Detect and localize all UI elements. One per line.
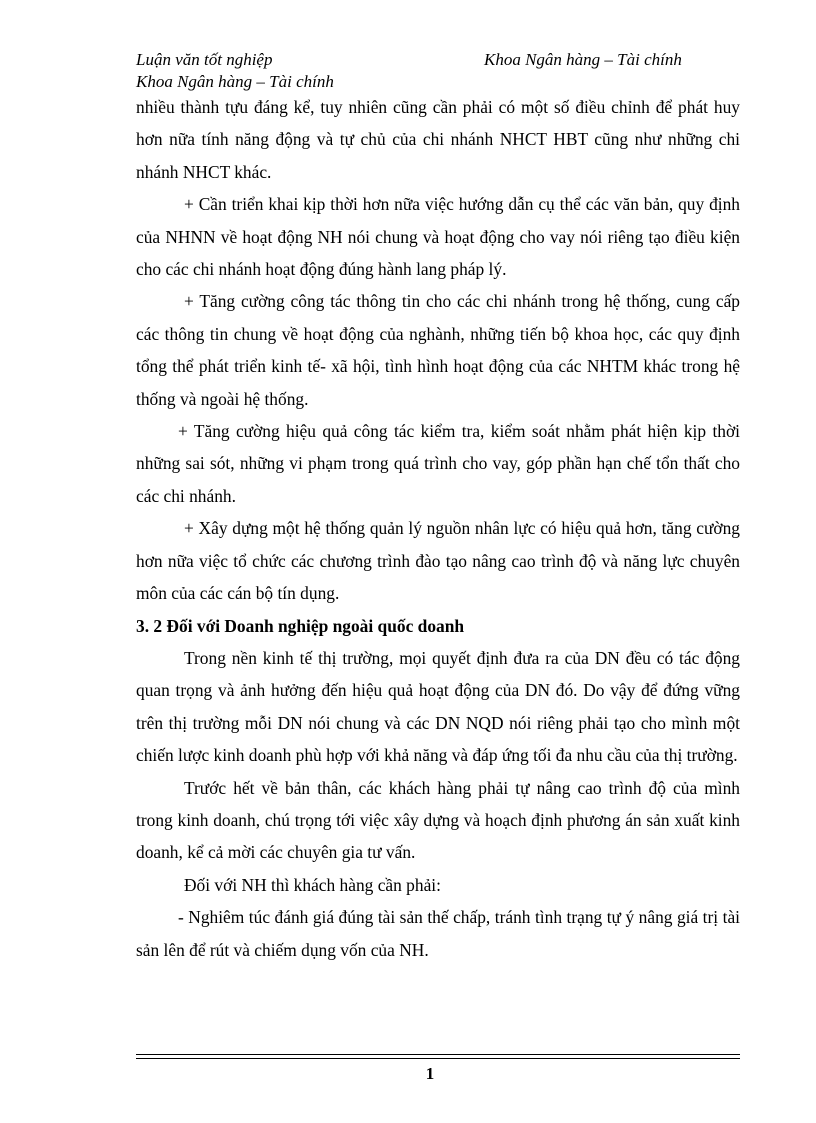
paragraph-information: + Tăng cường công tác thông tin cho các chi nhánh trong hệ thống, cung cấp các thông tin chung về hoạt động của nghành, những tiến bộ khoa học, các quy định tổng thể phát triển kinh tế- xã hội, tình hình hoạt động của các NHTM khác trong hệ thống và ngoài hệ thống. xyxy=(136,291,740,409)
paragraph-self-improvement: Trước hết về bản thân, các khách hàng phải tự nâng cao trình độ của mình trong kinh doanh, chú trọng tới việc xây dựng và hoạch định phương án sản xuất kinh doanh, kể cả mời các chuyên gia tư vấn. xyxy=(136,777,740,863)
footer-rule xyxy=(136,1054,740,1055)
header-faculty-right: Khoa Ngân hàng – Tài chính xyxy=(484,50,682,69)
paragraph-human-resources: + Xây dựng một hệ thống quản lý nguồn nhân lực có hiệu quả hơn, tăng cường hơn nữa việc tổ chức các chương trình đào tạo nâng cao trình độ và năng lực chuyên môn của các cán bộ tín dụng. xyxy=(136,518,740,604)
paragraph-collateral: - Nghiêm túc đánh giá đúng tài sản thế chấp, tránh tình trạng tự ý nâng giá trị tài sản lên để rút và chiếm dụng vốn của NH. xyxy=(136,907,740,960)
page-number: 1 xyxy=(425,1064,435,1083)
header-thesis-title: Luận văn tốt nghiệp xyxy=(136,50,273,69)
footer-rule-secondary xyxy=(136,1058,740,1059)
section-heading: 3. 2 Đối với Doanh nghiệp ngoài quốc doanh xyxy=(136,615,465,636)
header-faculty-left: Khoa Ngân hàng – Tài chính xyxy=(136,72,334,91)
paragraph-market-economy: Trong nền kinh tế thị trường, mọi quyết định đưa ra của DN đều có tác động quan trọng và ảnh hưởng đến hiệu quả hoạt động của DN đó. Do vậy để đứng vững trên thị trường mỗi DN nói chung và các DN NQD nói riêng phải tạo cho mình một chiến lược kinh doanh phù hợp với khả năng và đáp ứng tối đa nhu cầu của thị trường. xyxy=(136,647,740,766)
document-body xyxy=(136,91,740,966)
paragraph-guidance: + Cần triển khai kịp thời hơn nữa việc hướng dẫn cụ thể các văn bản, quy định của NHNN về hoạt động NH nói chung và hoạt động cho vay nói riêng tạo điều kiện cho các chi nhánh hoạt động đúng hành lang pháp lý. xyxy=(136,194,740,280)
paragraph-inspection: + Tăng cường hiệu quả công tác kiểm tra, kiểm soát nhằm phát hiện kịp thời những sai sót, những vi phạm trong quá trình cho vay, góp phần hạn chế tổn thất cho các chi nhánh. xyxy=(136,421,740,506)
paragraph-continuation: nhiều thành tựu đáng kể, tuy nhiên cũng cần phải có một số điều chỉnh để phát huy hơn nữa tính năng động và tự chủ của chi nhánh NHCT HBT cũng như những chi nhánh NHCT khác. xyxy=(136,97,740,182)
paragraph-customer-duties-intro: Đối với NH thì khách hàng cần phải: xyxy=(184,874,441,895)
